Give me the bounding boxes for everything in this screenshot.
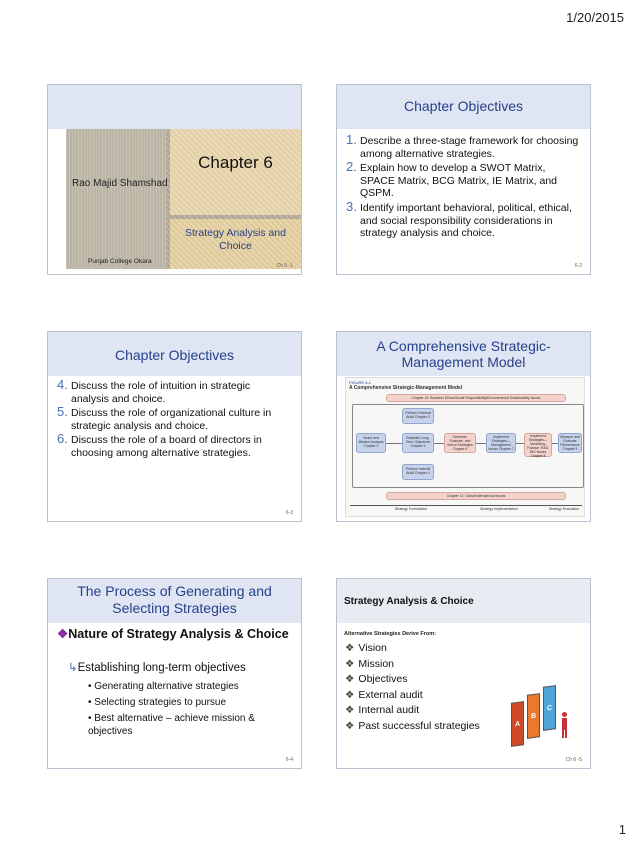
- objective-item: 6. Discuss the role of a board of directors in choosing among alternative strategies.: [57, 431, 262, 459]
- diamond-bullet-icon: ❖: [345, 719, 355, 732]
- slide-1: [47, 84, 302, 275]
- slide-number: Ch 6 -5: [565, 757, 582, 763]
- chapter-subtitle: Strategy Analysis and Choice: [185, 227, 286, 252]
- list-item: ❖ Internal audit: [345, 704, 420, 716]
- slide-4: [336, 331, 591, 522]
- stage-formulation: Strategy Formulation: [394, 507, 428, 511]
- diamond-bullet-icon: ❖: [57, 627, 69, 641]
- diamond-bullet-icon: ❖: [345, 704, 355, 716]
- author-panel: [66, 129, 166, 269]
- slide-header: [48, 85, 301, 129]
- list-item: ❖ External audit: [345, 688, 423, 701]
- page-number: 1: [618, 822, 626, 837]
- diamond-bullet-icon: ❖: [345, 673, 355, 685]
- slide-number: 6-2: [574, 263, 582, 269]
- list-item: ❖ Mission: [345, 657, 395, 670]
- list-item: ❖ Vision: [345, 642, 387, 654]
- model-box-internal-audit: Perform Internal Audit Chapter 4: [402, 464, 434, 480]
- slide-number: 6-4: [285, 757, 293, 763]
- objectives-list: [346, 132, 580, 242]
- model-box-objectives: Establish Long-Term Objectives Chapter 5: [402, 433, 434, 453]
- diamond-bullet-icon: ❖: [345, 688, 355, 701]
- person-figure-icon: [561, 712, 568, 738]
- diamond-bullet-icon: ❖: [345, 657, 355, 670]
- stage-evaluation: Strategy Evaluation: [548, 507, 580, 511]
- intro-text: Alternative Strategies Derive From:: [344, 631, 437, 637]
- objectives-list: [57, 377, 291, 462]
- main-point: ❖Nature of Strategy Analysis & Choice: [57, 627, 289, 641]
- stage-implementation: Strategy Implementation: [480, 507, 518, 511]
- bullet-list: [88, 680, 291, 738]
- objective-item: 5. Discuss the role of organizational culture in strategic analysis and choice.: [57, 404, 272, 432]
- model-box-external-audit: Perform External Audit Chapter 3: [402, 408, 434, 424]
- door-a-icon: A: [511, 701, 524, 747]
- slide-5: [47, 578, 302, 769]
- list-item: ❖ Past successful strategies: [345, 719, 480, 732]
- stages-line: [350, 505, 582, 506]
- return-arrow-icon: ↳: [68, 662, 78, 674]
- list-item: • Best alternative – achieve mission & objectives: [88, 713, 255, 737]
- chapter-title: Chapter 6: [198, 153, 273, 172]
- source-list: [345, 641, 480, 734]
- sub-point: ↳Establishing long-term objectives: [68, 662, 246, 674]
- objective-item: 4. Discuss the role of intuition in strategic analysis and choice.: [57, 377, 251, 405]
- slide-title: A Comprehensive Strategic-Management Model: [376, 338, 551, 370]
- diamond-bullet-icon: ❖: [345, 642, 355, 654]
- slide-number: Ch 6 -1: [276, 263, 293, 269]
- slide-title: Chapter Objectives: [403, 98, 524, 114]
- objective-item: 1. Describe a three-stage framework for choosing among alternative strategies.: [346, 132, 579, 160]
- ethics-bar: Chapter 10: Business Ethics/Social Responsibility/Environmental Sustainability Issues: [386, 394, 566, 402]
- slide-number: 6-3: [285, 510, 293, 516]
- slide-6: [336, 578, 591, 769]
- list-item: • Generating alternative strategies: [88, 681, 239, 692]
- doors-illustration: [507, 682, 577, 752]
- slide-title: Chapter Objectives: [114, 347, 235, 363]
- print-date: 1/20/2015: [566, 10, 624, 25]
- objective-item: 2. Explain how to develop a SWOT Matrix, SPACE Matrix, BCG Matrix, IE Matrix, and QSPM.: [346, 159, 558, 200]
- door-b-icon: B: [527, 693, 540, 739]
- door-c-icon: C: [543, 685, 556, 731]
- list-item: • Selecting strategies to pursue: [88, 697, 227, 708]
- model-box-strategies: Generate, Evaluate, and Select Strategies Chapter 6: [444, 433, 476, 453]
- slide-title: Strategy Analysis & Choice: [344, 596, 474, 607]
- slide-title: The Process of Generating and Selecting Strategies: [77, 583, 272, 616]
- model-box-implement-mkt: Implement Strategies— Marketing, Finance, R&D, MIS Issues Chapter 8: [524, 433, 552, 457]
- model-box-vision: Vision and Mission Analysis Chapter 2: [356, 433, 386, 453]
- figure-label: FIGURE 6-1: [349, 380, 372, 385]
- list-item: ❖ Objectives: [345, 673, 408, 685]
- model-box-evaluate: Measure and Evaluate Performance Chapter 9: [558, 433, 582, 453]
- feedback-loop: [352, 404, 584, 488]
- strategic-management-model-figure: [345, 377, 585, 517]
- slide-2: [336, 84, 591, 275]
- objective-item: 3. Identify important behavioral, political, ethical, and social responsibility considerations in strategy analysis and choice.: [346, 198, 572, 240]
- global-bar: Chapter 11: Global/International Issues: [386, 492, 566, 500]
- model-box-implement-mgmt: Implement Strategies— Management Issues Chapter 7: [486, 433, 516, 453]
- slide-3: [47, 331, 302, 522]
- figure-title: A Comprehensive Strategic-Management Model: [349, 385, 463, 391]
- institution: Punjab College Okara: [88, 258, 152, 265]
- author-name: Rao Majid Shamshad: [72, 178, 168, 189]
